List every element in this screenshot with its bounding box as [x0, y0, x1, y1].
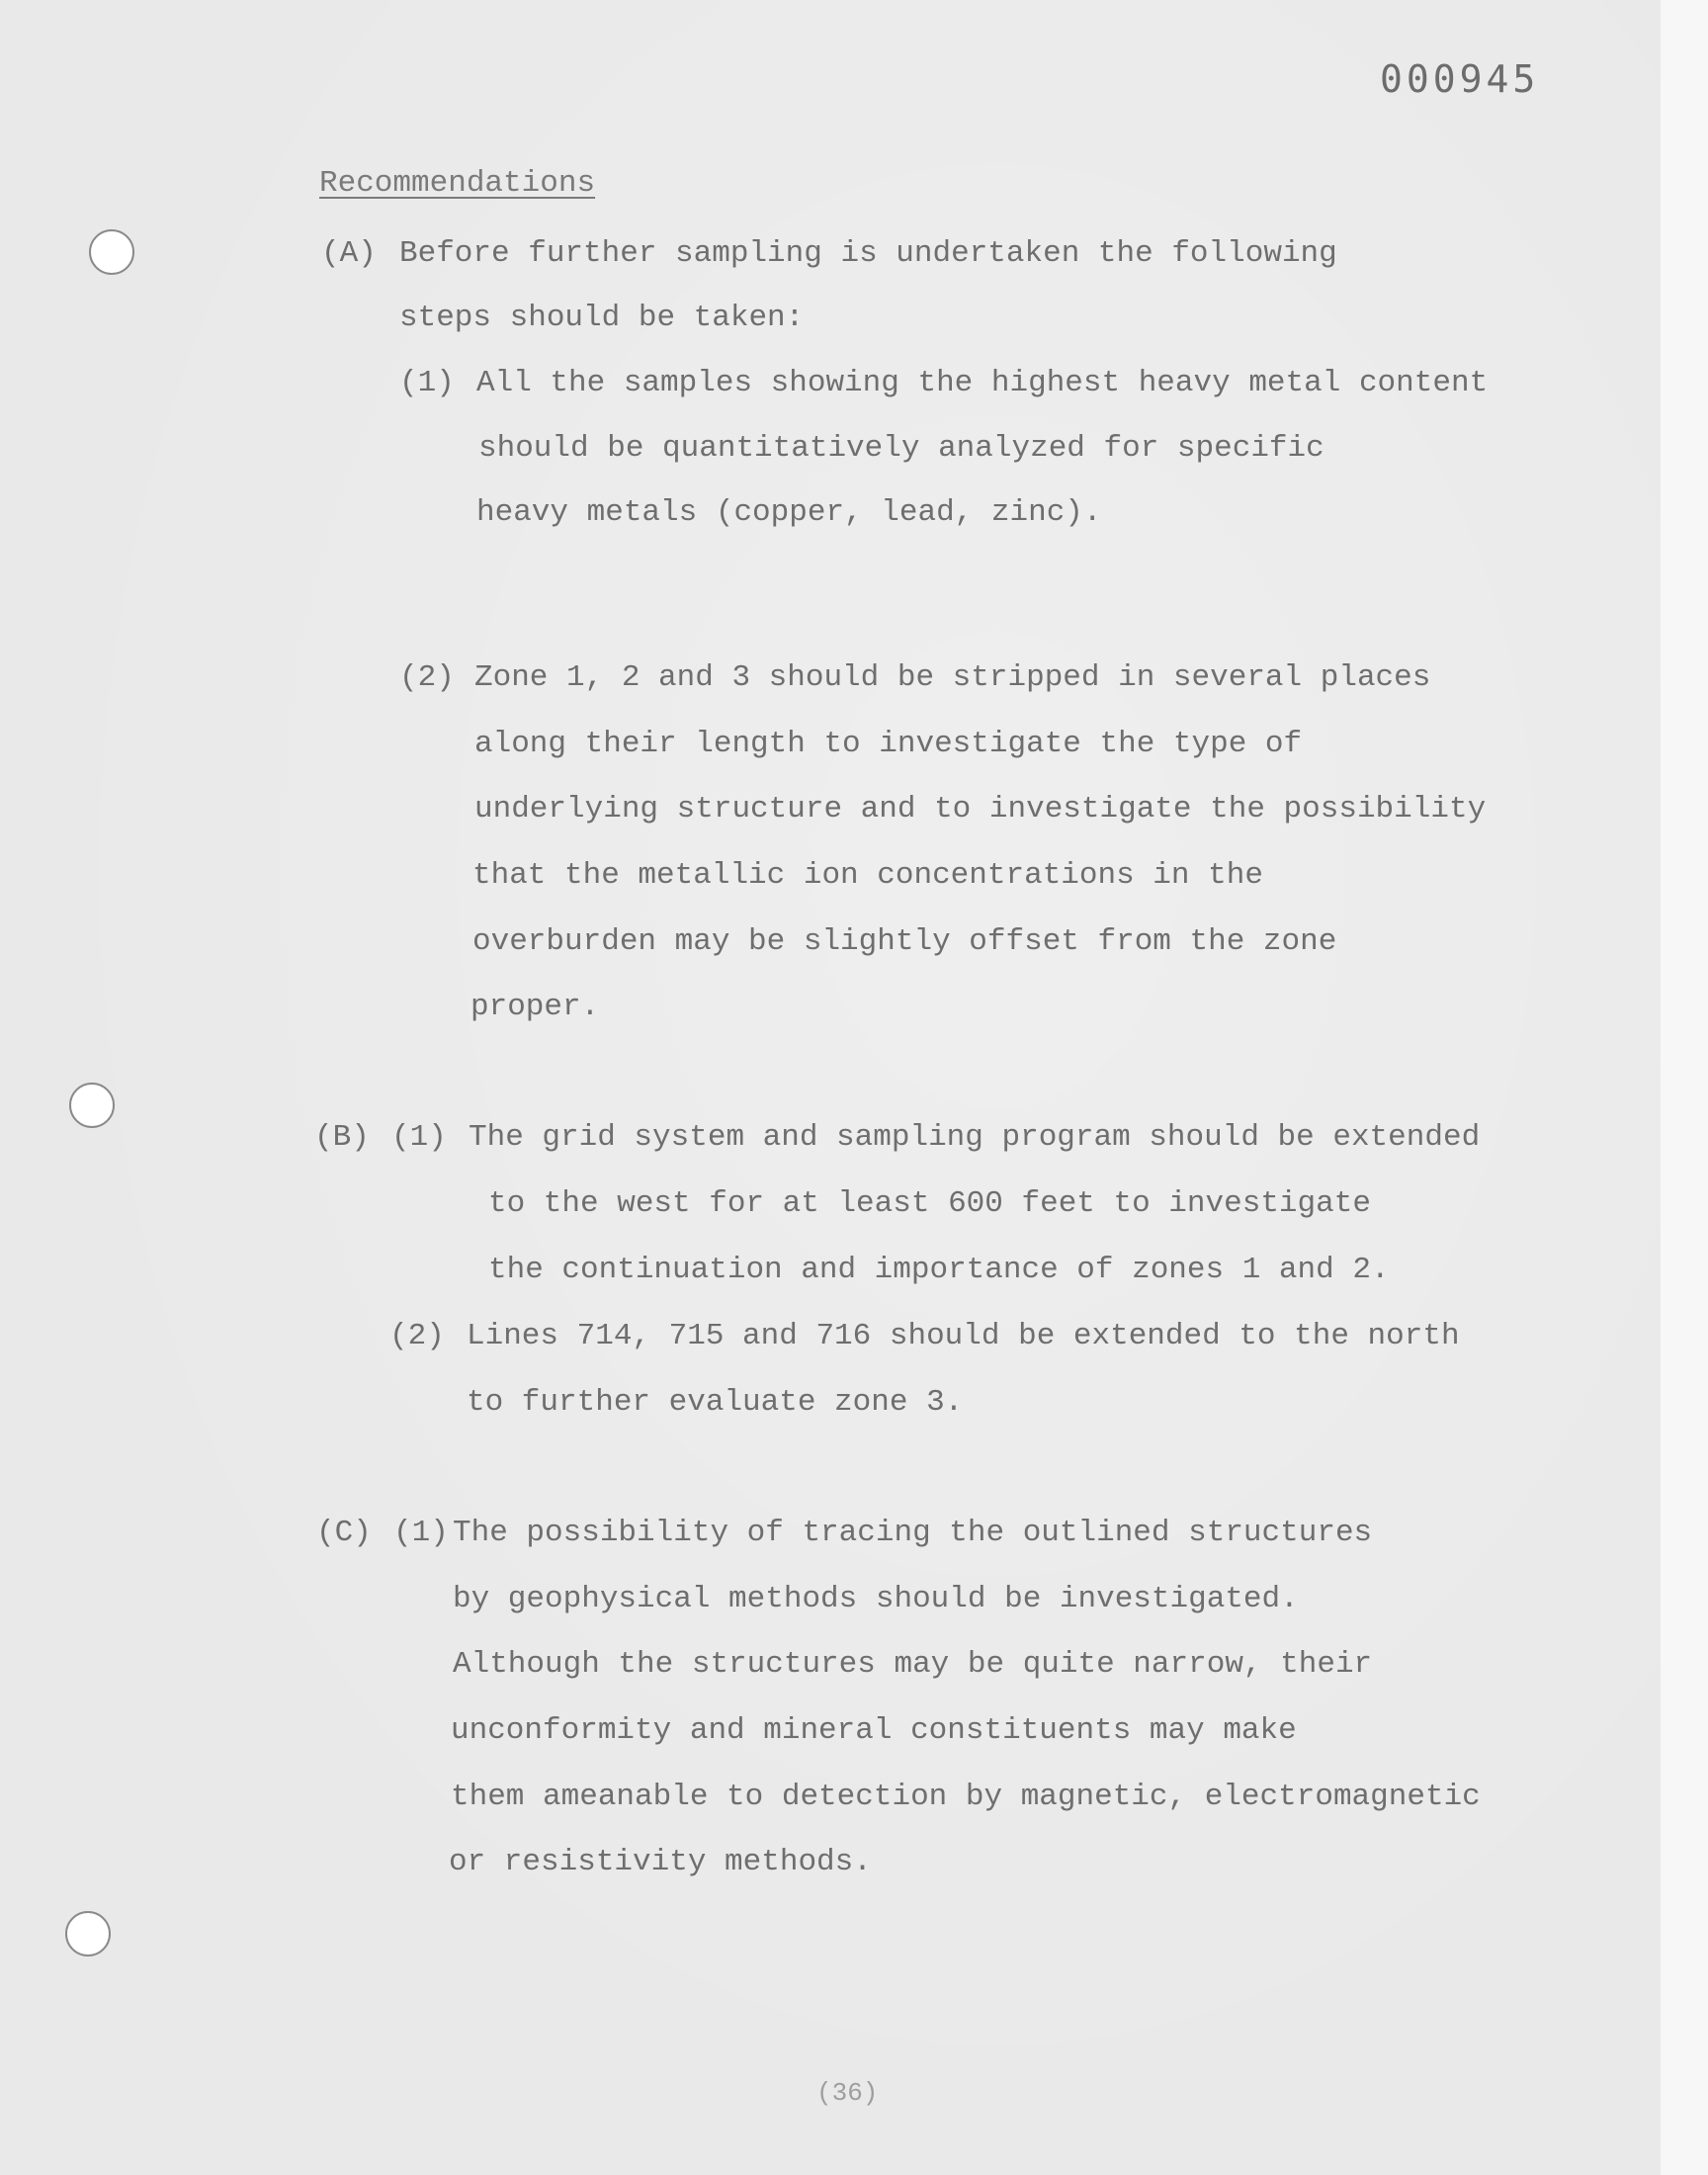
section-a-item1-line: heavy metals (copper, lead, zinc). — [476, 495, 1102, 530]
section-c-item1-line: unconformity and mineral constituents may make — [451, 1713, 1297, 1748]
section-c-item1-label: (1) — [393, 1516, 449, 1550]
section-a-item2-line: along their length to investigate the type of — [474, 727, 1303, 761]
section-a-label: (A) — [321, 236, 377, 271]
section-a-item2-label: (2) — [399, 660, 455, 695]
section-c-label: (C) — [316, 1516, 372, 1550]
page-heading: Recommendations — [319, 166, 596, 201]
section-c-item1-line: them ameanable to detection by magnetic, electromagnetic — [451, 1780, 1481, 1814]
section-a-item2-line: Zone 1, 2 and 3 should be stripped in several places — [474, 660, 1431, 695]
section-b-item1-line: the continuation and importance of zones 1 and 2. — [488, 1253, 1390, 1287]
punch-hole-middle — [69, 1083, 115, 1128]
document-number: 000945 — [1380, 57, 1540, 101]
section-c-item1-line: by geophysical methods should be investigated. — [453, 1582, 1299, 1616]
section-b-item1-line: The grid system and sampling program should be extended — [469, 1120, 1481, 1155]
section-b-label: (B) — [314, 1120, 370, 1155]
punch-hole-top — [89, 229, 134, 275]
section-c-item1-line: or resistivity methods. — [449, 1845, 872, 1879]
section-a-intro-line: Before further sampling is undertaken the following — [399, 236, 1337, 271]
section-a-item2-line: underlying structure and to investigate the possibility — [474, 792, 1487, 826]
section-a-item2-line: proper. — [470, 990, 600, 1024]
section-a-item1-line: should be quantitatively analyzed for specific — [478, 431, 1324, 466]
section-b-item1-line: to the west for at least 600 feet to investigate — [488, 1186, 1371, 1221]
section-a-item2-line: overburden may be slightly offset from the zone — [472, 924, 1337, 959]
section-c-item1-line: Although the structures may be quite narrow, their — [453, 1647, 1373, 1682]
page-number: (36) — [816, 2078, 879, 2108]
scan-margin — [1661, 0, 1708, 2175]
section-a-item1-line: All the samples showing the highest heavy metal content — [476, 366, 1489, 400]
section-c-item1-line: The possibility of tracing the outlined structures — [453, 1516, 1373, 1550]
section-a-item1-label: (1) — [399, 366, 455, 400]
punch-hole-bottom — [65, 1911, 111, 1957]
section-b-item2-line: to further evaluate zone 3. — [467, 1385, 964, 1420]
section-a-intro-line: steps should be taken: — [399, 301, 805, 335]
section-a-item2-line: that the metallic ion concentrations in the — [472, 858, 1263, 893]
section-b-item2-label: (2) — [389, 1319, 445, 1353]
section-b-item1-label: (1) — [391, 1120, 447, 1155]
section-b-item2-line: Lines 714, 715 and 716 should be extended to the north — [467, 1319, 1460, 1353]
